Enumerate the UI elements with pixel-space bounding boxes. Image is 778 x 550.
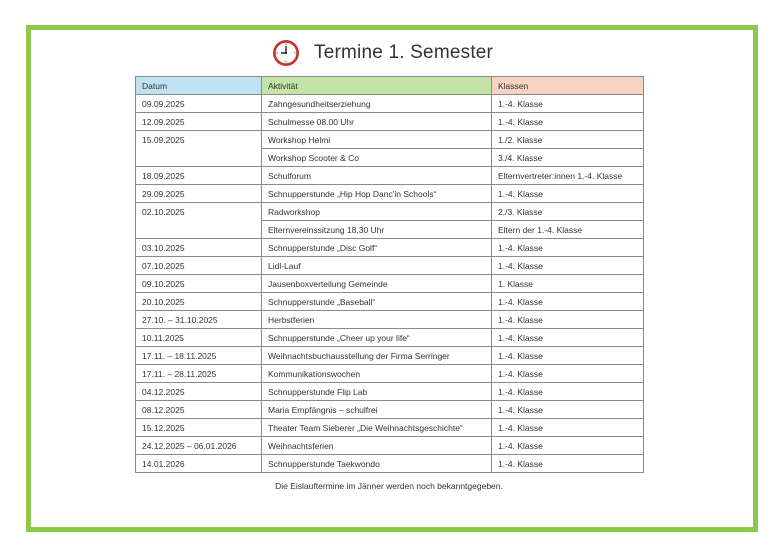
cell-datum: 18.09.2025 bbox=[136, 167, 262, 185]
table-row bbox=[136, 347, 644, 365]
cell-datum: 12.09.2025 bbox=[136, 113, 262, 131]
cell-klassen: Eltern der 1.-4. Klasse bbox=[492, 221, 644, 239]
table-row bbox=[136, 419, 644, 437]
table-row bbox=[136, 149, 644, 167]
cell-aktivitaet: Schulmesse 08.00 Uhr bbox=[262, 113, 492, 131]
cell-aktivitaet: Schnupperstunde „Hip Hop Danc'in Schools“ bbox=[262, 185, 492, 203]
table-row bbox=[136, 167, 644, 185]
table-row bbox=[136, 455, 644, 473]
cell-aktivitaet: Weihnachtsferien bbox=[262, 437, 492, 455]
cell-klassen: 3./4. Klasse bbox=[492, 149, 644, 167]
table-row bbox=[136, 383, 644, 401]
cell-datum: 09.10.2025 bbox=[136, 275, 262, 293]
schedule-table bbox=[135, 76, 644, 473]
cell-datum: 04.12.2025 bbox=[136, 383, 262, 401]
clock-icon bbox=[272, 39, 300, 67]
cell-klassen: 1.-4. Klasse bbox=[492, 95, 644, 113]
cell-datum: 09.09.2025 bbox=[136, 95, 262, 113]
cell-datum: 08.12.2025 bbox=[136, 401, 262, 419]
cell-klassen: 1.-4. Klasse bbox=[492, 293, 644, 311]
cell-datum: 03.10.2025 bbox=[136, 239, 262, 257]
cell-datum: 24.12.2025 – 06.01.2026 bbox=[136, 437, 262, 455]
cell-aktivitaet: Maria Empfängnis – schulfrei bbox=[262, 401, 492, 419]
table-row bbox=[136, 239, 644, 257]
table-row bbox=[136, 293, 644, 311]
table-row bbox=[136, 113, 644, 131]
cell-datum bbox=[136, 149, 262, 167]
cell-klassen: 1.-4. Klasse bbox=[492, 365, 644, 383]
table-row bbox=[136, 95, 644, 113]
cell-datum: 17.11. – 18.11.2025 bbox=[136, 347, 262, 365]
table-row bbox=[136, 311, 644, 329]
cell-klassen: 2./3. Klasse bbox=[492, 203, 644, 221]
cell-datum: 14.01.2026 bbox=[136, 455, 262, 473]
header-datum: Datum bbox=[136, 77, 262, 95]
table-row bbox=[136, 275, 644, 293]
table-row bbox=[136, 257, 644, 275]
cell-klassen: 1.-4. Klasse bbox=[492, 419, 644, 437]
cell-klassen: Elternvertreter:innen 1.-4. Klasse bbox=[492, 167, 644, 185]
table-row bbox=[136, 221, 644, 239]
cell-klassen: 1.-4. Klasse bbox=[492, 329, 644, 347]
cell-datum: 15.12.2025 bbox=[136, 419, 262, 437]
table-row bbox=[136, 437, 644, 455]
cell-aktivitaet: Schulforum bbox=[262, 167, 492, 185]
cell-aktivitaet: Herbstferien bbox=[262, 311, 492, 329]
cell-klassen: 1.-4. Klasse bbox=[492, 401, 644, 419]
table-header-row bbox=[136, 77, 644, 95]
cell-klassen: 1.-4. Klasse bbox=[492, 239, 644, 257]
table-row bbox=[136, 329, 644, 347]
cell-klassen: 1.-4. Klasse bbox=[492, 113, 644, 131]
cell-aktivitaet: Workshop Scooter & Co bbox=[262, 149, 492, 167]
table-row bbox=[136, 365, 644, 383]
cell-datum: 07.10.2025 bbox=[136, 257, 262, 275]
cell-aktivitaet: Workshop Helmi bbox=[262, 131, 492, 149]
cell-klassen: 1.-4. Klasse bbox=[492, 257, 644, 275]
cell-aktivitaet: Schnupperstunde „Disc Golf“ bbox=[262, 239, 492, 257]
table-row bbox=[136, 401, 644, 419]
cell-aktivitaet: Weihnachtsbuchausstellung der Firma Serringer bbox=[262, 347, 492, 365]
cell-datum bbox=[136, 221, 262, 239]
cell-datum: 10.11.2025 bbox=[136, 329, 262, 347]
cell-datum: 27.10. – 31.10.2025 bbox=[136, 311, 262, 329]
cell-aktivitaet: Lidl-Lauf bbox=[262, 257, 492, 275]
cell-klassen: 1./2. Klasse bbox=[492, 131, 644, 149]
cell-klassen: 1.-4. Klasse bbox=[492, 347, 644, 365]
table-row bbox=[136, 203, 644, 221]
cell-klassen: 1.-4. Klasse bbox=[492, 185, 644, 203]
cell-aktivitaet: Elternvereinssitzung 18.30 Uhr bbox=[262, 221, 492, 239]
cell-datum: 29.09.2025 bbox=[136, 185, 262, 203]
cell-klassen: 1.-4. Klasse bbox=[492, 383, 644, 401]
cell-klassen: 1. Klasse bbox=[492, 275, 644, 293]
cell-aktivitaet: Schnupperstunde „Cheer up your life“ bbox=[262, 329, 492, 347]
cell-aktivitaet: Kommunikationswochen bbox=[262, 365, 492, 383]
cell-klassen: 1.-4. Klasse bbox=[492, 437, 644, 455]
table-row bbox=[136, 131, 644, 149]
header-aktivitaet: Aktivität bbox=[262, 77, 492, 95]
header-klassen: Klassen bbox=[492, 77, 644, 95]
cell-aktivitaet: Radworkshop bbox=[262, 203, 492, 221]
cell-aktivitaet: Schnupperstunde „Baseball“ bbox=[262, 293, 492, 311]
page-title: Termine 1. Semester bbox=[314, 42, 494, 63]
footnote: Die Eislauftermine im Jänner werden noch bekanntgegeben. bbox=[275, 481, 503, 491]
cell-aktivitaet: Theater Team Sieberer „Die Weihnachtsgeschichte“ bbox=[262, 419, 492, 437]
cell-klassen: 1.-4. Klasse bbox=[492, 455, 644, 473]
page-header bbox=[272, 37, 493, 69]
cell-aktivitaet: Zahngesundheitserziehung bbox=[262, 95, 492, 113]
cell-datum: 15.09.2025 bbox=[136, 131, 262, 149]
cell-aktivitaet: Schnupperstunde Taekwondo bbox=[262, 455, 492, 473]
cell-datum: 17.11. – 28.11.2025 bbox=[136, 365, 262, 383]
cell-datum: 02.10.2025 bbox=[136, 203, 262, 221]
cell-datum: 20.10.2025 bbox=[136, 293, 262, 311]
cell-aktivitaet: Schnupperstunde Flip Lab bbox=[262, 383, 492, 401]
cell-klassen: 1.-4. Klasse bbox=[492, 311, 644, 329]
table-row bbox=[136, 185, 644, 203]
cell-aktivitaet: Jausenboxverteilung Gemeinde bbox=[262, 275, 492, 293]
